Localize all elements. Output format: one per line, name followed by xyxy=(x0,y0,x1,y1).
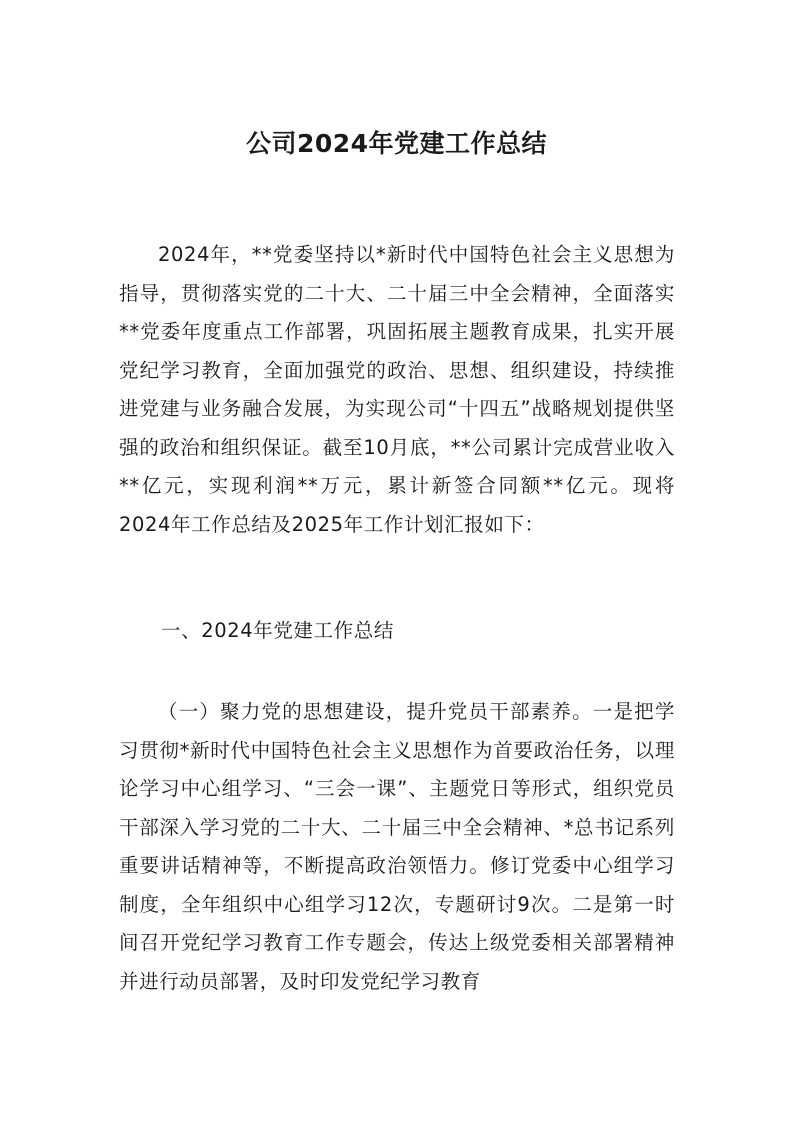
section-paragraph: （一）聚力党的思想建设，提升党员干部素养。一是把学习贯彻*新时代中国特色社会主义思想作为首要政治任务，以理论学习中心组学习、“三会一课”、主题党日等形式，组织党员干部深入学习党的二十大、二十届三中全会精神、*总书记系列重要讲话精神等，不断提高政治领悟力。修订党委中心组学习制度，全年组织中心组学习12次，专题研讨9次。二是第一时间召开党纪学习教育工作专题会，传达上级党委相关部署精神并进行动员部署，及时印发党纪学习教育 xyxy=(119,700,675,993)
section-heading: 一、2024年党建工作总结 xyxy=(161,619,394,642)
intro-paragraph: 2024年，**党委坚持以*新时代中国特色社会主义思想为指导，贯彻落实党的二十大、二十届三中全会精神，全面落实**党委年度重点工作部署，巩固拓展主题教育成果，扎实开展党纪学习教育，全面加强党的政治、思想、组织建设，持续推进党建与业务融合发展，为实现公司“十四五”战略规划提供坚强的政治和组织保证。截至10月底，**公司累计完成营业收入**亿元，实现利润**万元，累计新签合同额**亿元。现将2024年工作总结及2025年工作计划汇报如下： xyxy=(119,243,675,536)
document-title: 公司2024年党建工作总结 xyxy=(245,129,548,158)
